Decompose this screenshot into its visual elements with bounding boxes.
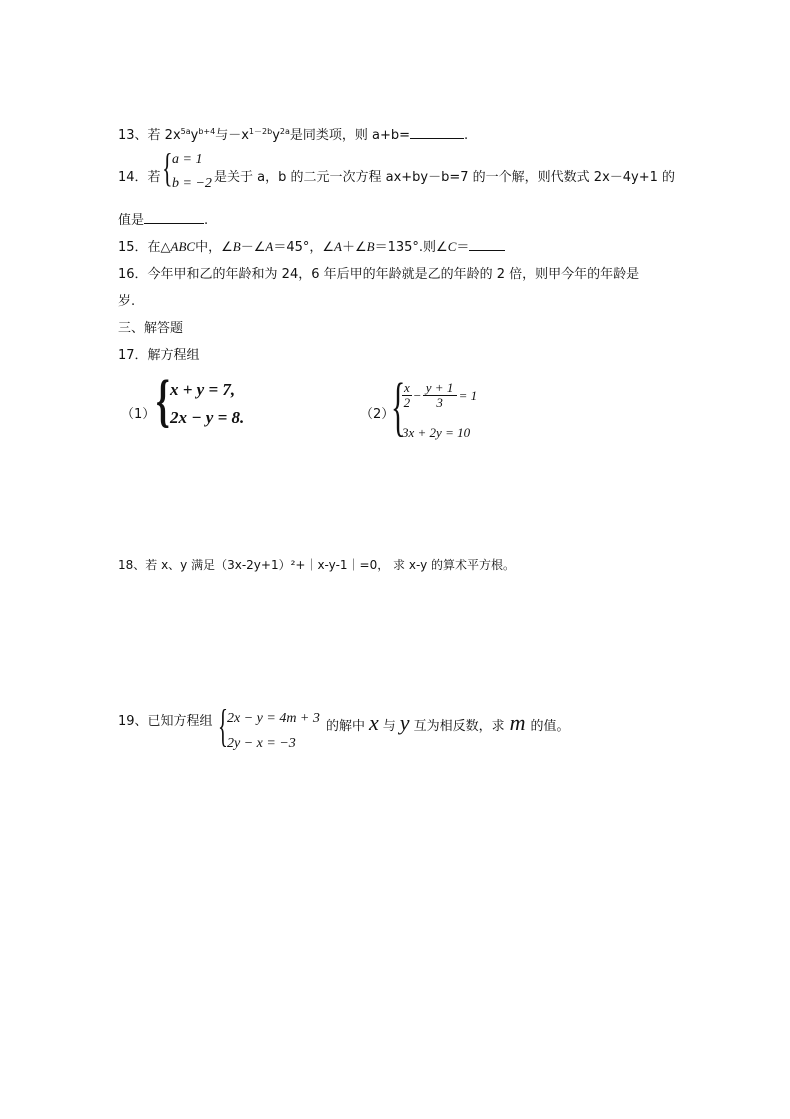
q17-part2-brace: { bbox=[391, 370, 406, 443]
q19-rest bbox=[326, 710, 569, 736]
question-15 bbox=[118, 236, 505, 255]
q17-label: 17．解方程组 bbox=[118, 348, 200, 363]
q13-y: y bbox=[190, 128, 199, 143]
q13-y2: y bbox=[272, 128, 280, 143]
q13-exp1: 5a bbox=[180, 127, 191, 136]
q13-exp2: b+4 bbox=[198, 127, 216, 136]
q17-part2-label: （2） bbox=[360, 407, 395, 422]
q17-part1-eq1: x + y = 7, bbox=[170, 380, 236, 399]
q13-exp3: 1－2b bbox=[248, 127, 273, 136]
q15-c: C bbox=[447, 239, 457, 254]
q15-a2: A bbox=[334, 239, 342, 254]
q13-exp4: 2a bbox=[279, 127, 290, 136]
q17-part1-brace: { bbox=[156, 368, 170, 433]
q19-t4: 的值。 bbox=[530, 719, 570, 734]
q19-m: m bbox=[509, 710, 526, 735]
q13-answer-blank[interactable] bbox=[410, 126, 464, 139]
q17-minus: − bbox=[412, 387, 422, 403]
q15-a: A bbox=[265, 239, 274, 254]
q14-label: 14．若 bbox=[118, 170, 161, 185]
q17-part2-eq2: 3x + 2y = 10 bbox=[402, 425, 471, 440]
q19-eq1: 2x − y = 4m + 3 bbox=[227, 711, 320, 726]
q14-eq2: b = −2 bbox=[172, 176, 212, 191]
q19-label: 19、已知方程组 bbox=[118, 714, 213, 729]
q17-frac2-num: y + 1 bbox=[423, 381, 457, 396]
q16-line2: 岁. bbox=[118, 294, 136, 309]
q19-x: x bbox=[369, 710, 379, 735]
q14-line2-label: 值是 bbox=[118, 213, 145, 228]
q15-b: B bbox=[232, 239, 241, 254]
q17-part1-label: （1） bbox=[121, 407, 156, 422]
q19-t1: 的解中 bbox=[326, 719, 366, 734]
q17-part2-eq1 bbox=[402, 381, 477, 410]
q17-frac1-den: 2 bbox=[403, 395, 411, 410]
q15-t5: ＝135°.则∠ bbox=[374, 240, 448, 255]
q15-abc: ABC bbox=[170, 239, 196, 254]
q15-t2: －∠ bbox=[240, 240, 266, 255]
section-title: 三、解答题 bbox=[118, 321, 184, 336]
q15-t1: 中，∠ bbox=[195, 240, 233, 255]
q16-line1: 16．今年甲和乙的年龄和为 24，6 年后甲的年龄就是乙的年龄的 2 倍，则甲今年的年龄是 bbox=[118, 267, 640, 282]
q14-answer-blank[interactable] bbox=[144, 211, 204, 224]
q19-brace: { bbox=[218, 700, 228, 751]
q15-t4: ＋∠ bbox=[341, 240, 367, 255]
q17-frac2 bbox=[423, 381, 457, 410]
q15-t3: ＝45°，∠ bbox=[273, 240, 335, 255]
q15-answer-blank[interactable] bbox=[469, 238, 505, 251]
q17-rhs: = 1 bbox=[458, 387, 478, 403]
q19-t2: 与 bbox=[382, 719, 396, 734]
q15-b2: B bbox=[366, 239, 375, 254]
q15-t6: ＝ bbox=[456, 240, 470, 255]
q17-frac1 bbox=[402, 381, 412, 410]
q14-line2 bbox=[118, 209, 208, 228]
q17-frac1-num: x bbox=[404, 380, 410, 395]
q15-label: 15．在△ bbox=[118, 240, 171, 255]
q17-frac2-den: 3 bbox=[436, 395, 443, 410]
q19-y: y bbox=[399, 710, 410, 735]
q14-text: 是关于 a，b 的二元一次方程 ax+by－b=7 的一个解，则代数式 2x－4y+1 的 bbox=[214, 170, 676, 185]
q17-part1-eq2: 2x − y = 8. bbox=[170, 408, 245, 427]
q14-eq1: a = 1 bbox=[172, 152, 203, 167]
question-13 bbox=[118, 124, 468, 143]
q19-t3: 互为相反数，求 bbox=[413, 719, 505, 734]
q13-end: . bbox=[464, 128, 469, 143]
q14-end: . bbox=[204, 213, 209, 228]
q14-brace: { bbox=[162, 145, 173, 190]
q18-text: 18、若 x、y 满足（3x-2y+1）²+｜x-y-1｜=0， 求 x-y 的算术平方根。 bbox=[118, 558, 515, 572]
q13-label: 13、若 2x bbox=[118, 128, 181, 143]
q13-mid: 与－x bbox=[215, 128, 249, 143]
q19-eq2: 2y − x = −3 bbox=[227, 736, 296, 751]
q13-tail: 是同类项，则 a+b= bbox=[289, 128, 411, 143]
